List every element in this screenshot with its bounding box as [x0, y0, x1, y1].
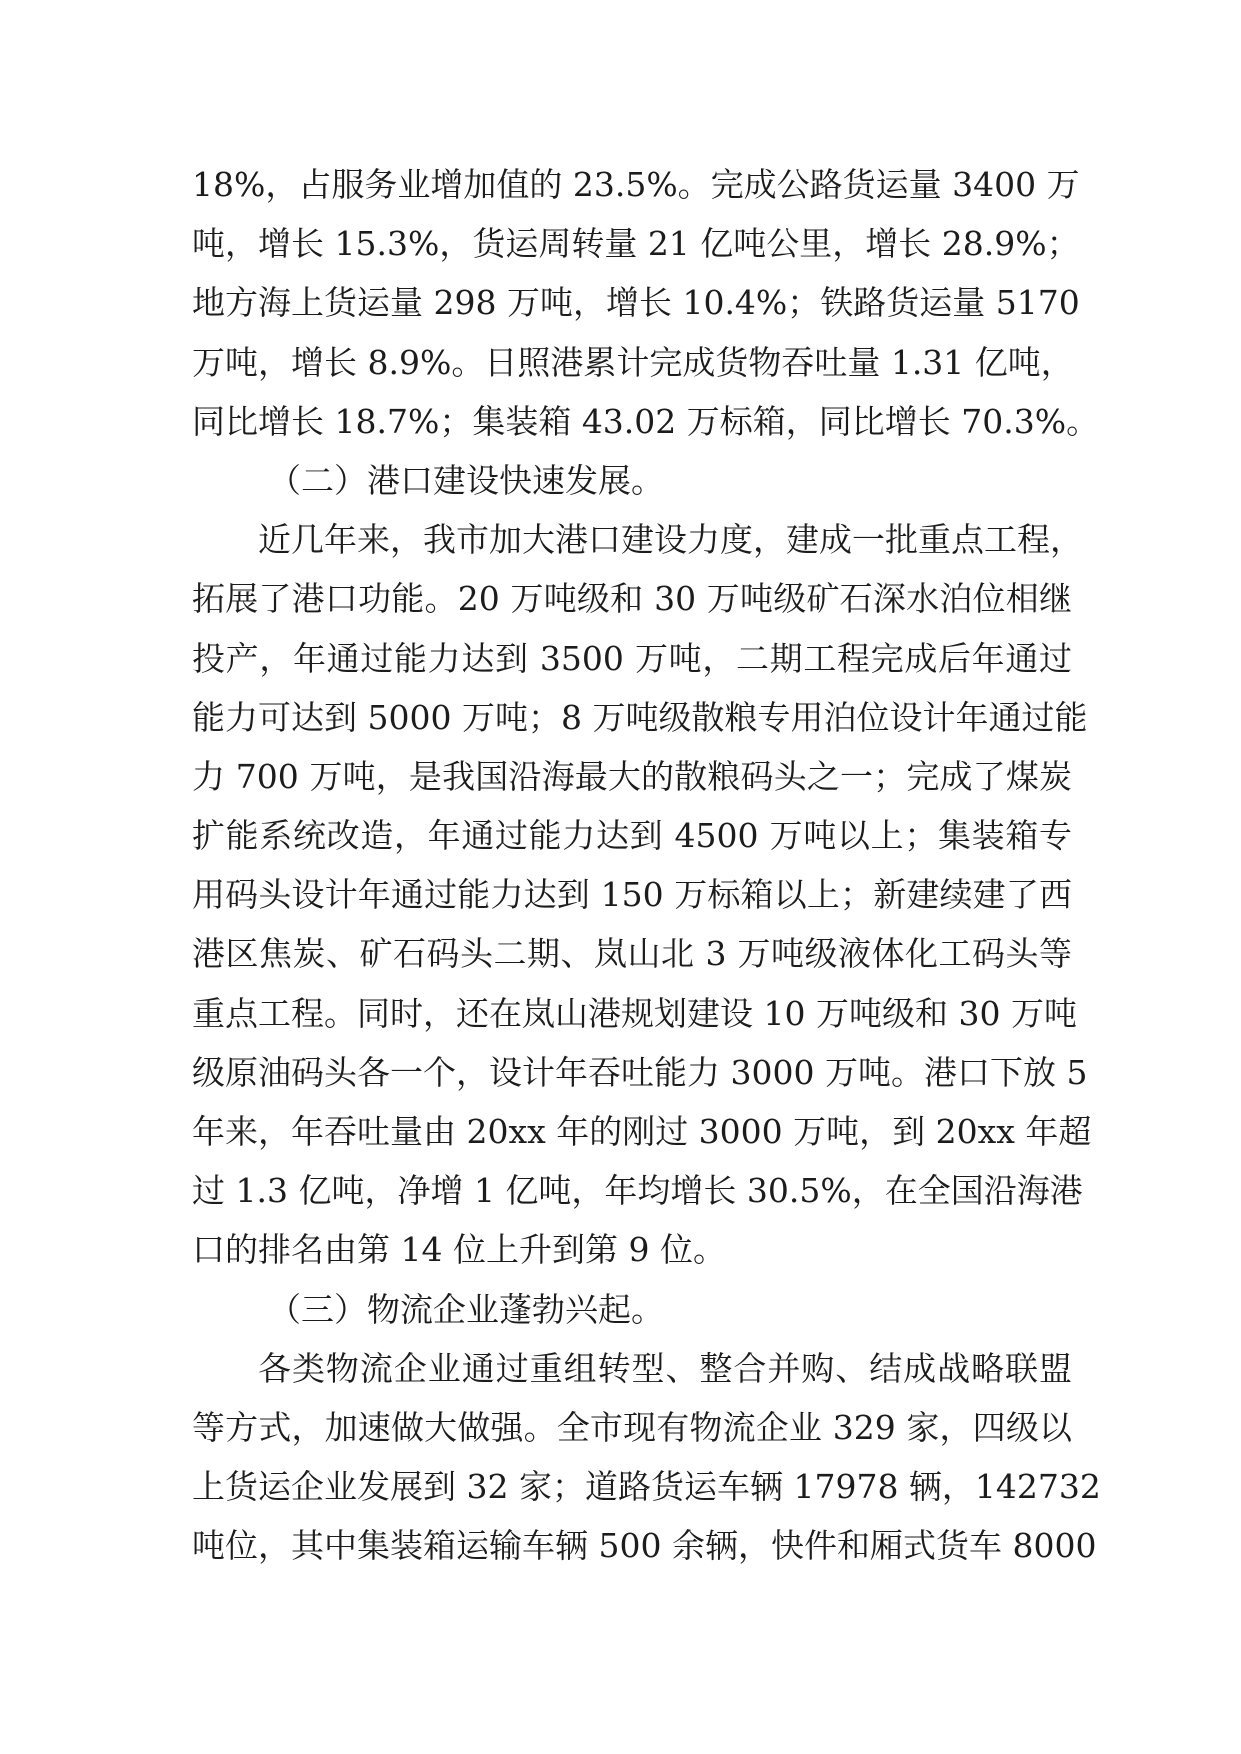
paragraph-line: 拓展了港口功能。20 万吨级和 30 万吨级矿石深水泊位相继 — [192, 579, 1072, 619]
paragraph-line: 同比增长 18.7%；集装箱 43.02 万标箱，同比增长 70.3%。 — [192, 401, 1100, 441]
paragraph-line: 万吨，增长 8.9%。日照港累计完成货物吞吐量 1.31 亿吨， — [192, 342, 1074, 382]
document-body — [192, 155, 1101, 1576]
paragraph-line: 上货运企业发展到 32 家；道路货运车辆 17978 辆，142732 — [192, 1467, 1101, 1507]
paragraph-line: 吨，增长 15.3%，货运周转量 21 亿吨公里，增长 28.9%； — [192, 224, 1080, 264]
paragraph-line: 18%，占服务业增加值的 23.5%。完成公路货运量 3400 万 — [192, 165, 1080, 204]
paragraph-line: 过 1.3 亿吨，净增 1 亿吨，年均增长 30.5%，在全国沿海港 — [192, 1171, 1083, 1211]
paragraph-line: 级原油码头各一个，设计年吞吐能力 3000 万吨。港口下放 5 — [192, 1052, 1088, 1092]
paragraph-line: 口的排名由第 14 位上升到第 9 位。 — [192, 1230, 726, 1270]
section-heading: （二）港口建设快速发展。 — [268, 460, 664, 500]
paragraph-line: 用码头设计年通过能力达到 150 万标箱以上；新建续建了西 — [192, 875, 1072, 915]
paragraph-line: 港区焦炭、矿石码头二期、岚山北 3 万吨级液体化工码头等 — [192, 934, 1072, 974]
paragraph-line: 重点工程。同时，还在岚山港规划建设 10 万吨级和 30 万吨 — [192, 993, 1077, 1033]
paragraph-line: 地方海上货运量 298 万吨，增长 10.4%；铁路货运量 5170 — [192, 283, 1080, 323]
paragraph-line: 投产，年通过能力达到 3500 万吨，二期工程完成后年通过 — [192, 638, 1072, 678]
paragraph-line: 能力可达到 5000 万吨；8 万吨级散粮专用泊位设计年通过能 — [192, 697, 1088, 737]
section-heading: （三）物流企业蓬勃兴起。 — [268, 1289, 664, 1329]
paragraph-line: 年来，年吞吐量由 20xx 年的刚过 3000 万吨，到 20xx 年超 — [192, 1112, 1092, 1151]
paragraph-line: 近几年来，我市加大港口建设力度，建成一批重点工程， — [258, 520, 1083, 560]
paragraph-line: 各类物流企业通过重组转型、整合并购、结成战略联盟 — [258, 1348, 1072, 1388]
paragraph-line: 扩能系统改造，年通过能力达到 4500 万吨以上；集装箱专 — [192, 816, 1072, 856]
paragraph-line: 吨位，其中集装箱运输车辆 500 余辆，快件和厢式货车 8000 — [192, 1526, 1097, 1566]
paragraph-line: 等方式，加速做大做强。全市现有物流企业 329 家，四级以 — [192, 1407, 1072, 1447]
paragraph-line: 力 700 万吨，是我国沿海最大的散粮码头之一；完成了煤炭 — [192, 756, 1072, 796]
